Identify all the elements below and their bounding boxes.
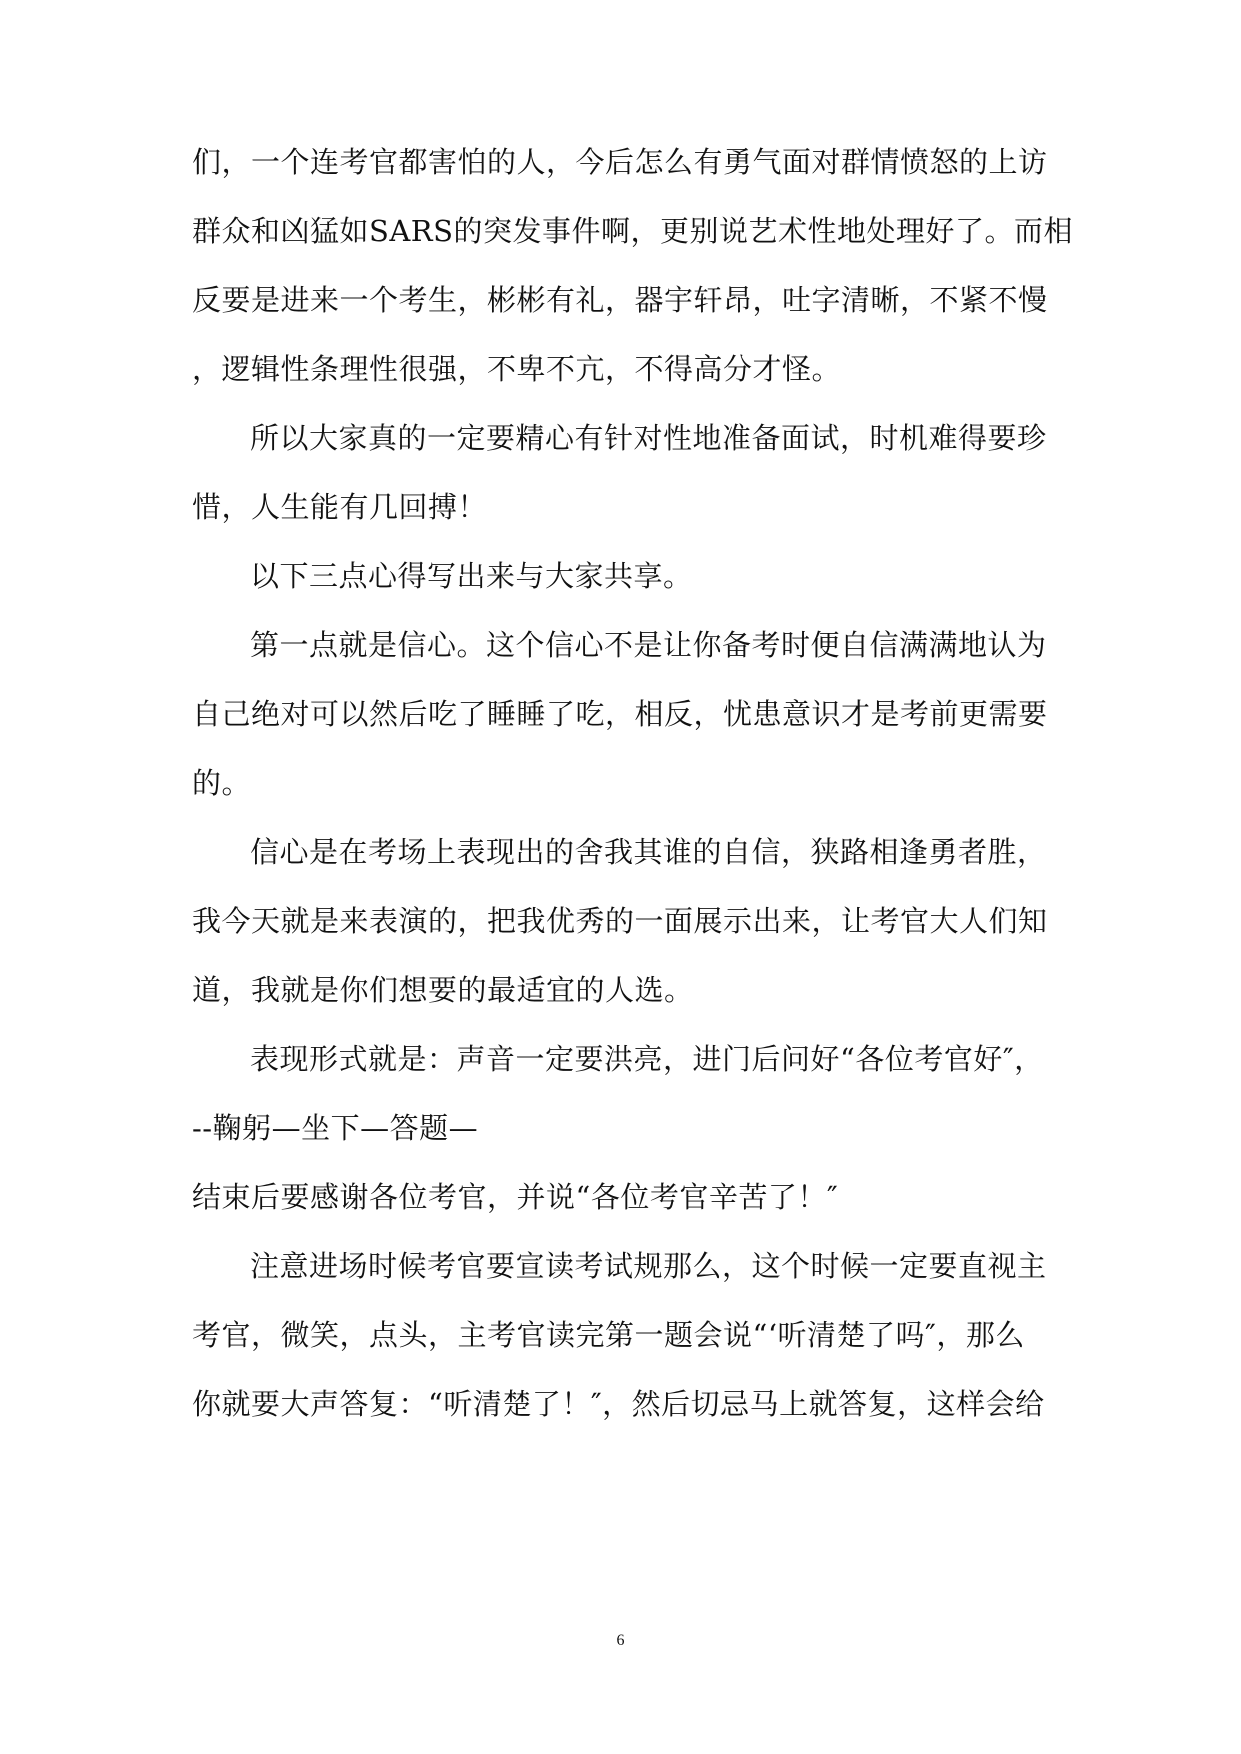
text-line: 道，我就是你们想要的最适宜的人选。 <box>192 973 694 1007</box>
text-line: 惜，人生能有几回搏！ <box>192 490 488 524</box>
paragraph-start: 注意进场时候考官要宣读考试规那么，这个时候一定要直视主 <box>250 1249 1047 1283</box>
paragraph-start: 以下三点心得写出来与大家共享。 <box>250 559 693 593</box>
text-line: 你就要大声答复：“听清楚了！″，然后切忌马上就答复，这样会给 <box>192 1387 1045 1421</box>
text-line: 群众和凶猛如SARS的突发事件啊，更别说艺术性地处理好了。而相 <box>192 214 1074 248</box>
text-line: --鞠躬—坐下—答题— <box>192 1111 479 1145</box>
paragraph-start: 第一点就是信心。这个信心不是让你备考时便自信满满地认为 <box>250 628 1047 662</box>
text-line: 我今天就是来表演的，把我优秀的一面展示出来，让考官大人们知 <box>192 904 1048 938</box>
text-line: 们，一个连考官都害怕的人，今后怎么有勇气面对群情愤怒的上访 <box>192 145 1048 179</box>
text-line: 反要是进来一个考生，彬彬有礼，器宇轩昂，吐字清晰，不紧不慢 <box>192 283 1048 317</box>
text-line: 考官，微笑，点头，主考官读完第一题会说“‘听清楚了吗″，那么 <box>192 1318 1025 1352</box>
text-line: 结束后要感谢各位考官，并说“各位考官辛苦了！″ <box>192 1180 839 1214</box>
paragraph-start: 所以大家真的一定要精心有针对性地准备面试，时机难得要珍 <box>250 421 1047 455</box>
paragraph-start: 表现形式就是：声音一定要洪亮，进门后问好“各位考官好″， <box>250 1042 1044 1076</box>
text-line: 自己绝对可以然后吃了睡睡了吃，相反，忧患意识才是考前更需要 <box>192 697 1048 731</box>
text-line: 的。 <box>192 766 252 800</box>
text-line: ，逻辑性条理性很强，不卑不亢，不得高分才怪。 <box>192 352 842 386</box>
paragraph-start: 信心是在考场上表现出的舍我其谁的自信，狭路相逢勇者胜， <box>250 835 1047 869</box>
page-number: 6 <box>616 1632 625 1649</box>
